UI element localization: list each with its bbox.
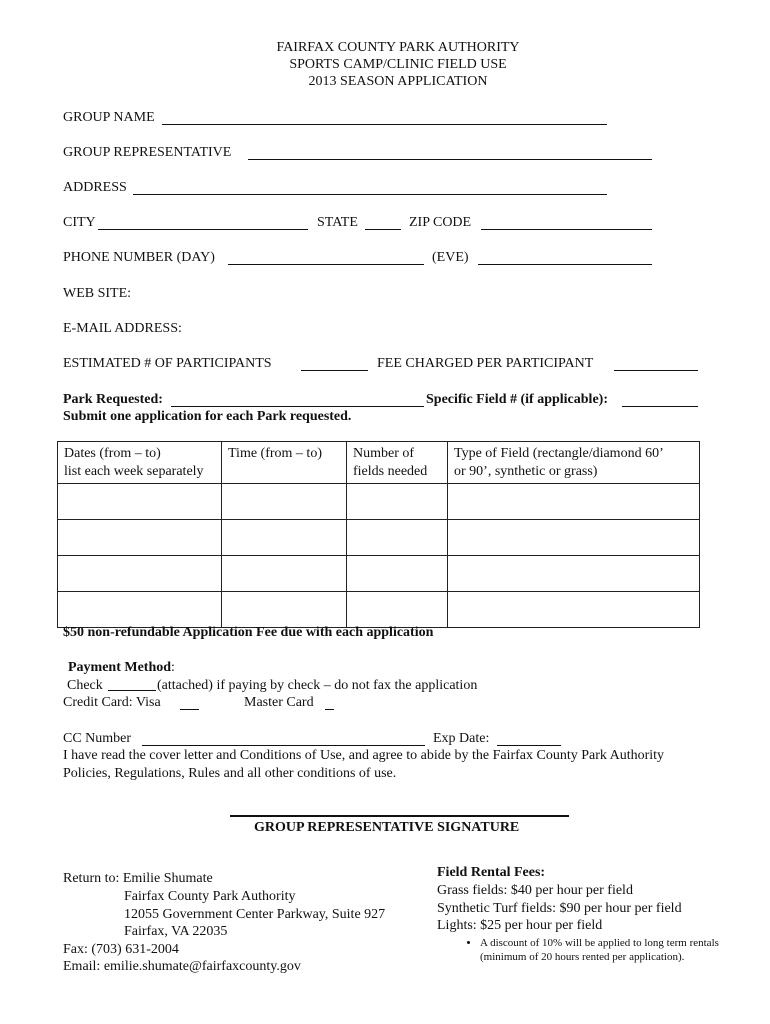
cc-number-label: CC Number [63, 731, 132, 746]
exp-date-label: Exp Date: [433, 731, 490, 746]
table-cell[interactable] [347, 592, 448, 628]
return-to-line: Return to: Emilie Shumate [63, 871, 213, 886]
specific-field-line[interactable] [622, 406, 698, 407]
signature-label: GROUP REPRESENTATIVE SIGNATURE [254, 820, 520, 835]
payment-method-label: Payment Method [68, 660, 172, 675]
city-label: CITY [63, 215, 96, 230]
table-row [58, 556, 700, 592]
return-street-line: 12055 Government Center Parkway, Suite 927 [124, 907, 386, 922]
table-cell[interactable] [347, 520, 448, 556]
email-line: Email: emilie.shumate@fairfaxcounty.gov [63, 959, 301, 974]
title-line-1: FAIRFAX COUNTY PARK AUTHORITY [276, 40, 520, 55]
phone-day-line[interactable] [228, 264, 424, 265]
credit-card-visa-label: Credit Card: Visa [63, 695, 161, 710]
check-label: Check [67, 678, 103, 693]
address-label: ADDRESS [63, 180, 127, 195]
title-line-2: SPORTS CAMP/CLINIC FIELD USE [289, 57, 507, 72]
email-label: E-MAIL ADDRESS: [63, 321, 182, 336]
fee-charged-label: FEE CHARGED PER PARTICIPANT [377, 356, 594, 371]
website-label: WEB SITE: [63, 286, 132, 301]
phone-eve-label: (EVE) [432, 250, 469, 265]
table-cell[interactable] [347, 484, 448, 520]
visa-line[interactable] [180, 709, 199, 710]
participants-label: ESTIMATED # OF PARTICIPANTS [63, 356, 272, 371]
submit-note: Submit one application for each Park requested. [63, 409, 352, 424]
phone-eve-line[interactable] [478, 264, 652, 265]
table-row [58, 592, 700, 628]
zip-label: ZIP CODE [409, 215, 472, 230]
master-card-label: Master Card [244, 695, 314, 710]
fees-title: Field Rental Fees: [437, 865, 546, 880]
check-line[interactable] [108, 690, 156, 691]
cc-number-line[interactable] [142, 745, 425, 746]
table-cell[interactable] [222, 556, 347, 592]
table-cell[interactable] [222, 484, 347, 520]
table-cell[interactable] [222, 592, 347, 628]
table-cell[interactable] [448, 484, 700, 520]
table-cell[interactable] [58, 556, 222, 592]
group-representative-line[interactable] [248, 159, 652, 160]
header-type: Type of Field (rectangle/diamond 60’ or 90’, synthetic or grass) [448, 442, 700, 484]
address-line[interactable] [133, 194, 607, 195]
group-name-line[interactable] [162, 124, 607, 125]
table-cell[interactable] [448, 556, 700, 592]
zip-line[interactable] [481, 229, 652, 230]
return-city-line: Fairfax, VA 22035 [124, 924, 228, 939]
application-fee-note: $50 non-refundable Application Fee due with each application [63, 625, 434, 640]
signature-line[interactable] [230, 815, 569, 817]
phone-day-label: PHONE NUMBER (DAY) [63, 250, 215, 265]
fee-synthetic: Synthetic Turf fields: $90 per hour per field [437, 901, 682, 916]
fax-line: Fax: (703) 631-2004 [63, 942, 179, 957]
table-cell[interactable] [58, 484, 222, 520]
agreement-line-2: Policies, Regulations, Rules and all other conditions of use. [63, 766, 397, 781]
table-cell[interactable] [347, 556, 448, 592]
fee-lights: Lights: $25 per hour per field [437, 918, 603, 933]
table-cell[interactable] [222, 520, 347, 556]
check-note: (attached) if paying by check – do not fax the application [157, 678, 478, 693]
group-representative-label: GROUP REPRESENTATIVE [63, 145, 232, 160]
header-dates: Dates (from – to) list each week separately [58, 442, 222, 484]
state-label: STATE [317, 215, 358, 230]
table-cell[interactable] [448, 520, 700, 556]
exp-date-line[interactable] [497, 745, 561, 746]
header-fields: Number of fields needed [347, 442, 448, 484]
return-org-line: Fairfax County Park Authority [124, 889, 296, 904]
participants-line[interactable] [301, 370, 368, 371]
schedule-table [57, 441, 700, 628]
specific-field-label: Specific Field # (if applicable): [426, 392, 608, 407]
city-line[interactable] [98, 229, 308, 230]
table-cell[interactable] [58, 520, 222, 556]
discount-note: • A discount of 10% will be applied to long term rentals (minimum of 20 hours rented per application). [480, 936, 760, 965]
table-cell[interactable] [58, 592, 222, 628]
fees-notes [456, 936, 760, 965]
title-line-3: 2013 SEASON APPLICATION [308, 74, 488, 89]
table-cell[interactable] [448, 592, 700, 628]
table-row [58, 484, 700, 520]
table-row [58, 520, 700, 556]
fee-grass: Grass fields: $40 per hour per field [437, 883, 633, 898]
master-card-line[interactable] [325, 709, 334, 710]
group-name-label: GROUP NAME [63, 110, 155, 125]
state-line[interactable] [365, 229, 401, 230]
header-time: Time (from – to) [222, 442, 347, 484]
agreement-line-1: I have read the cover letter and Conditions of Use, and agree to abide by the Fairfax County Park Authority [63, 748, 665, 763]
fee-charged-line[interactable] [614, 370, 698, 371]
park-requested-line[interactable] [171, 406, 424, 407]
payment-method-title: Payment Method: [68, 660, 175, 675]
table-header-row [58, 442, 700, 484]
park-requested-label: Park Requested: [63, 392, 163, 407]
